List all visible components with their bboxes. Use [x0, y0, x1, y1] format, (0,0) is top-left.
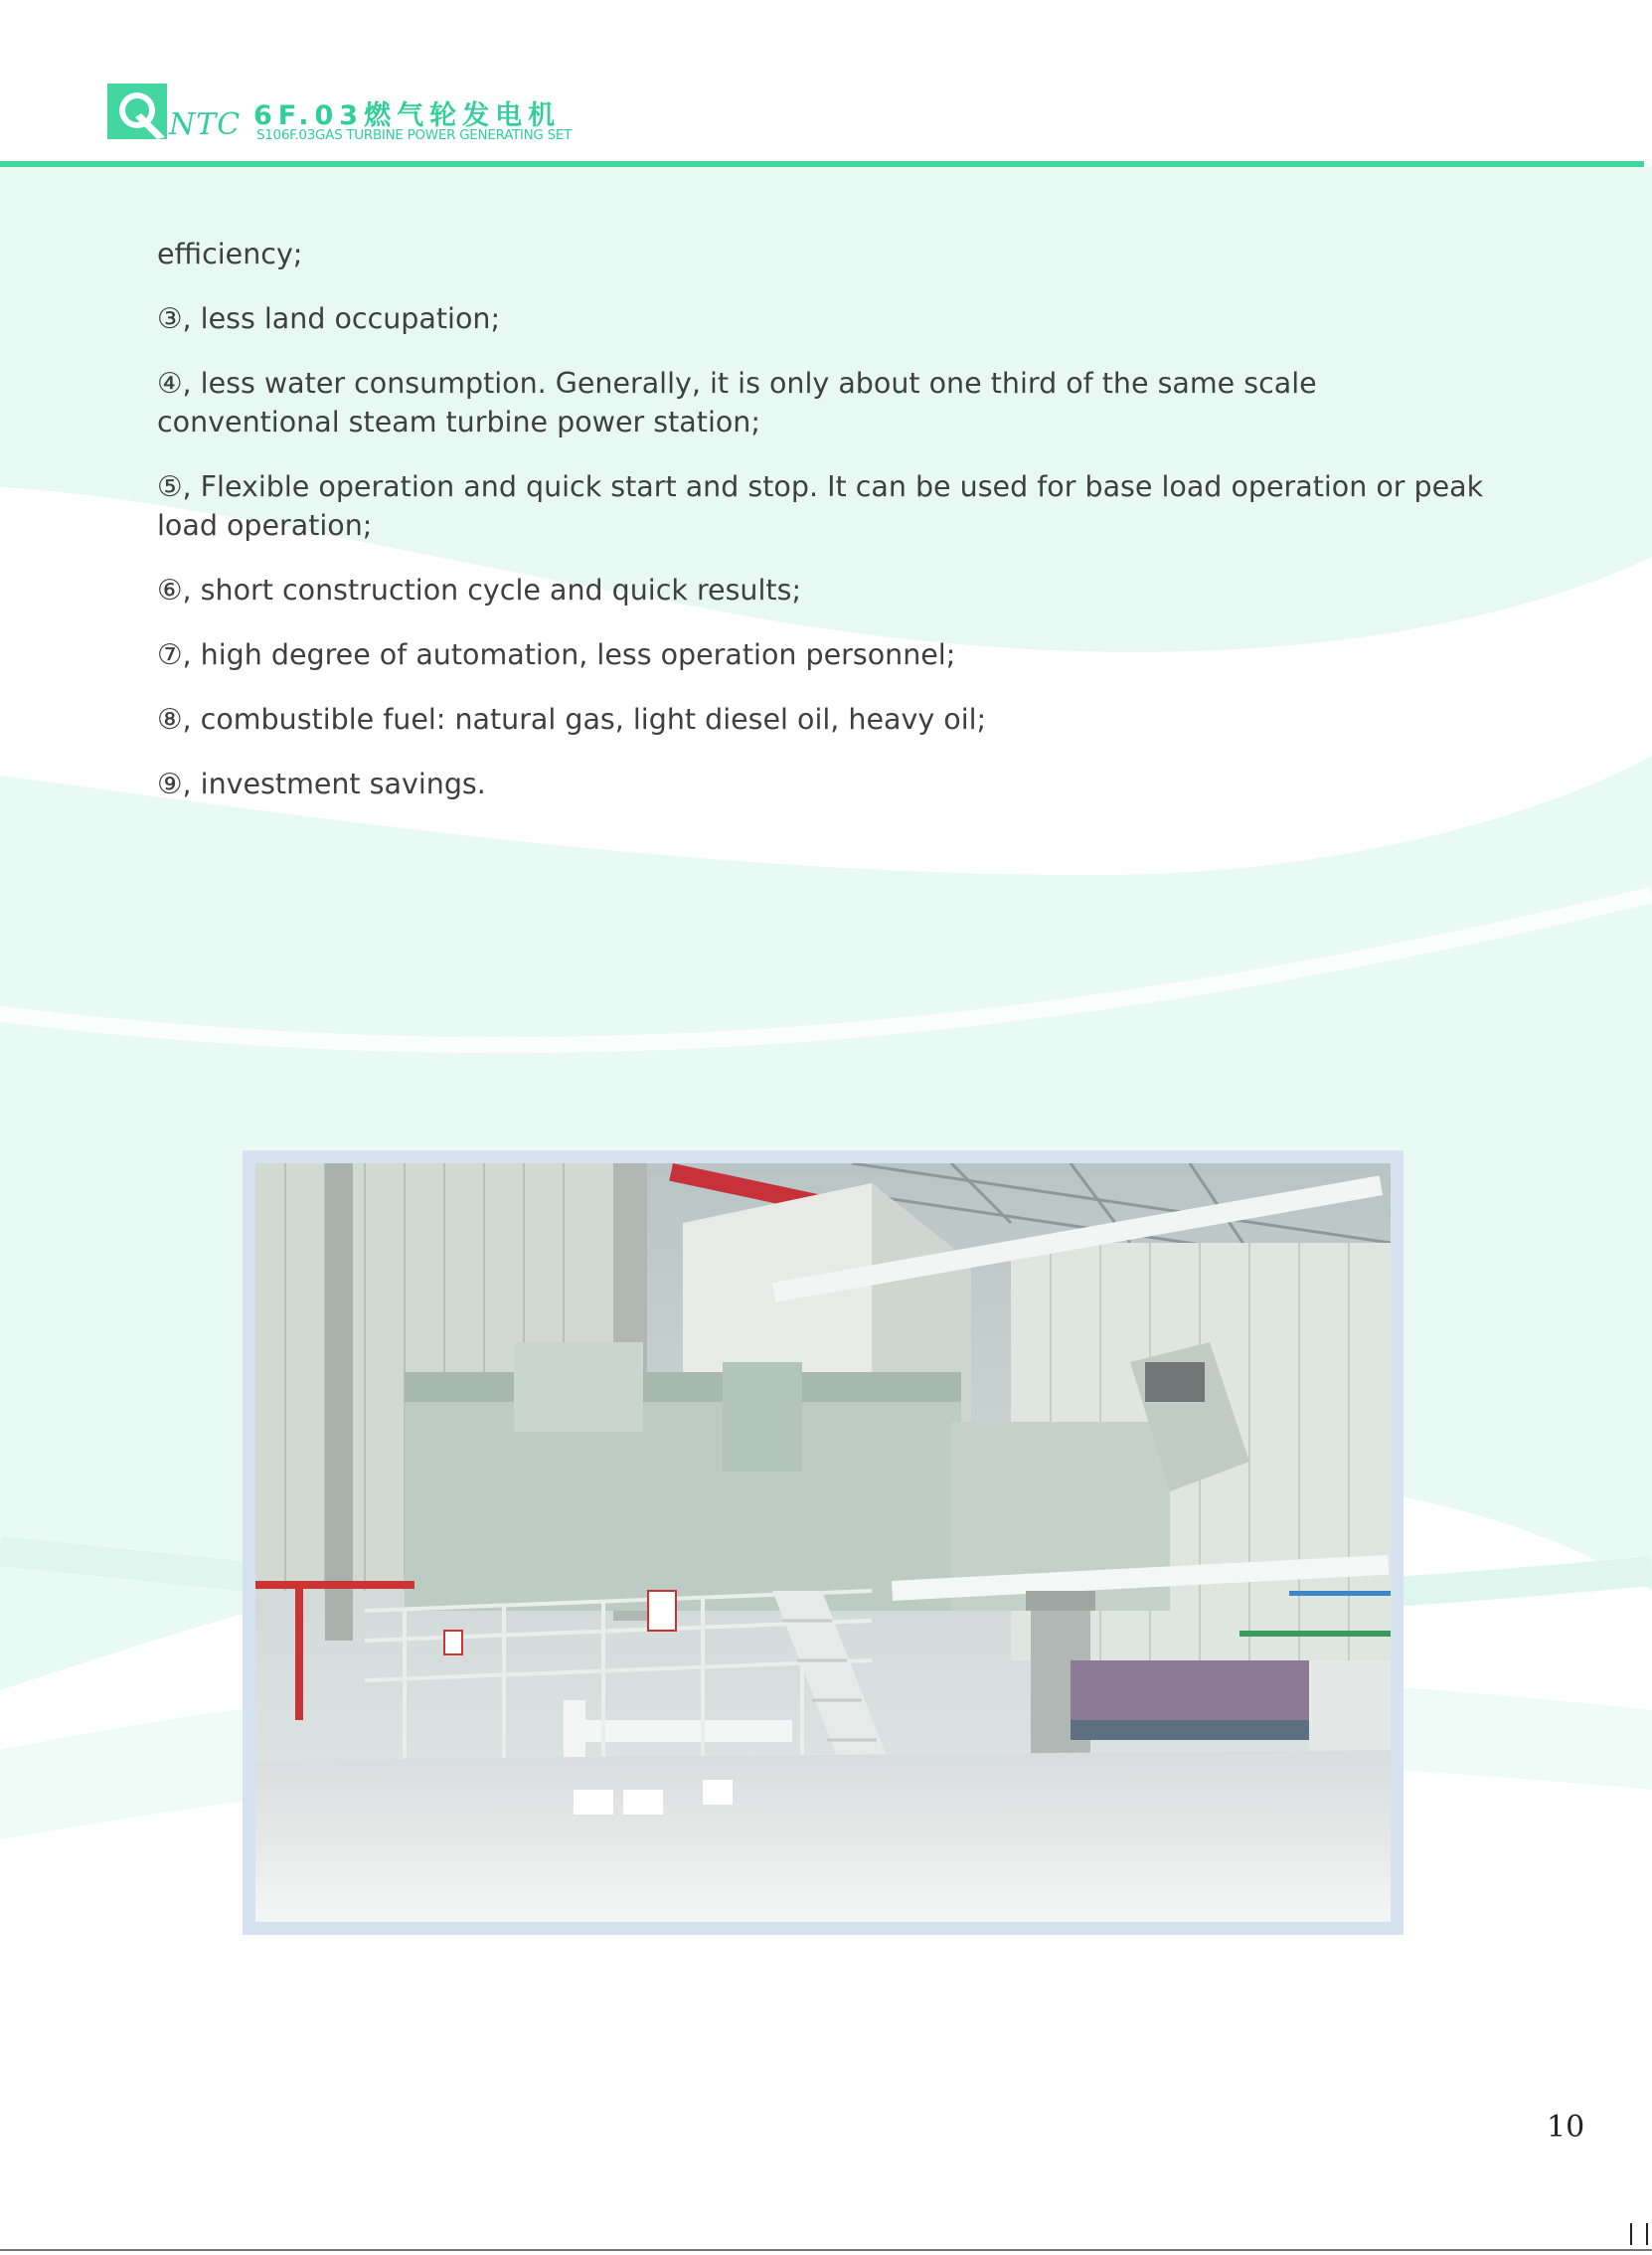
paragraph: ⑤, Flexible operation and quick start and stop. It can be used for base load operation or peak load operation; — [157, 470, 1484, 542]
logo-text: NTC — [169, 107, 242, 142]
paragraph: ④, less water consumption. Generally, it is only about one third of the same scale conventional steam turbine power station; — [157, 367, 1317, 438]
gas-turbine-plant-photo — [255, 1163, 1391, 1922]
body-text — [157, 235, 1489, 829]
paragraph: ⑧, combustible fuel: natural gas, light diesel oil, heavy oil; — [157, 703, 987, 736]
paragraph: ⑨, investment savings. — [157, 768, 486, 800]
page-header — [0, 0, 1652, 167]
paragraph: ③, less land occupation; — [157, 302, 501, 335]
paragraph: efficiency; — [157, 238, 303, 270]
crop-mark-bottom — [1630, 2223, 1648, 2245]
paragraph: ⑥, short construction cycle and quick results; — [157, 574, 802, 607]
paragraph: ⑦, high degree of automation, less operation personnel; — [157, 638, 956, 671]
page-number: 10 — [1547, 2110, 1585, 2145]
header-rule — [0, 161, 1644, 167]
page-bottom-rule — [0, 2249, 1652, 2251]
turbine-photo-frame — [243, 1150, 1404, 1935]
header-title-english: S106F.03GAS TURBINE POWER GENERATING SET — [256, 127, 573, 143]
ntc-logo-icon — [107, 84, 167, 139]
header-title-chinese: 6F.03燃气轮发电机 — [253, 100, 562, 131]
